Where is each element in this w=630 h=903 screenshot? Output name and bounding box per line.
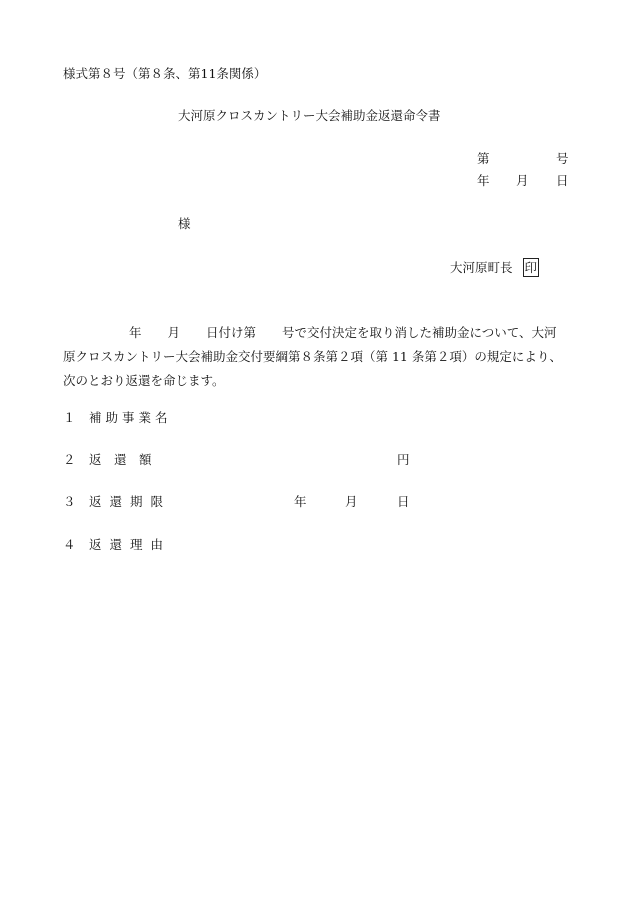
item-2-unit: 円: [397, 452, 410, 467]
item-1: １ 補助事業名: [63, 410, 172, 425]
item-4-label: 返還理由: [89, 537, 172, 552]
item-3-year: 年: [294, 494, 307, 509]
doc-number-suffix: 号: [556, 151, 569, 166]
recipient-suffix: 様: [178, 216, 191, 231]
item-3-day: 日: [397, 494, 410, 509]
item-3-month: 月: [345, 494, 358, 509]
issuer-line: [450, 258, 539, 277]
body-line-3: 次のとおり返還を命じます。: [63, 373, 225, 388]
document-title: 大河原クロスカントリー大会補助金返還命令書: [178, 108, 441, 123]
issuer-name: 大河原町長: [450, 260, 513, 275]
item-3-label: 返還期限: [89, 494, 172, 509]
doc-number-prefix: 第: [477, 151, 490, 166]
body-line-1: 年 月 日付け第 号で交付決定を取り消した補助金について、大河: [129, 325, 557, 340]
item-3: ３ 返還期限: [63, 494, 172, 509]
item-4: ４ 返還理由: [63, 537, 172, 552]
date-month: 月: [516, 173, 529, 188]
body-line-2: 原クロスカントリー大会補助金交付要綱第８条第２項（第 11 条第２項）の規定により、: [63, 349, 562, 364]
item-1-label: 補助事業名: [89, 410, 172, 425]
date-year: 年: [477, 173, 490, 188]
form-number: 様式第８号（第８条、第11条関係）: [63, 66, 267, 81]
seal-mark: 印: [524, 260, 538, 275]
item-2-label: 返 還 額: [89, 452, 152, 467]
item-2: ２ 返 還 額: [63, 452, 152, 467]
date-day: 日: [556, 173, 569, 188]
body-paragraph: [63, 321, 575, 393]
